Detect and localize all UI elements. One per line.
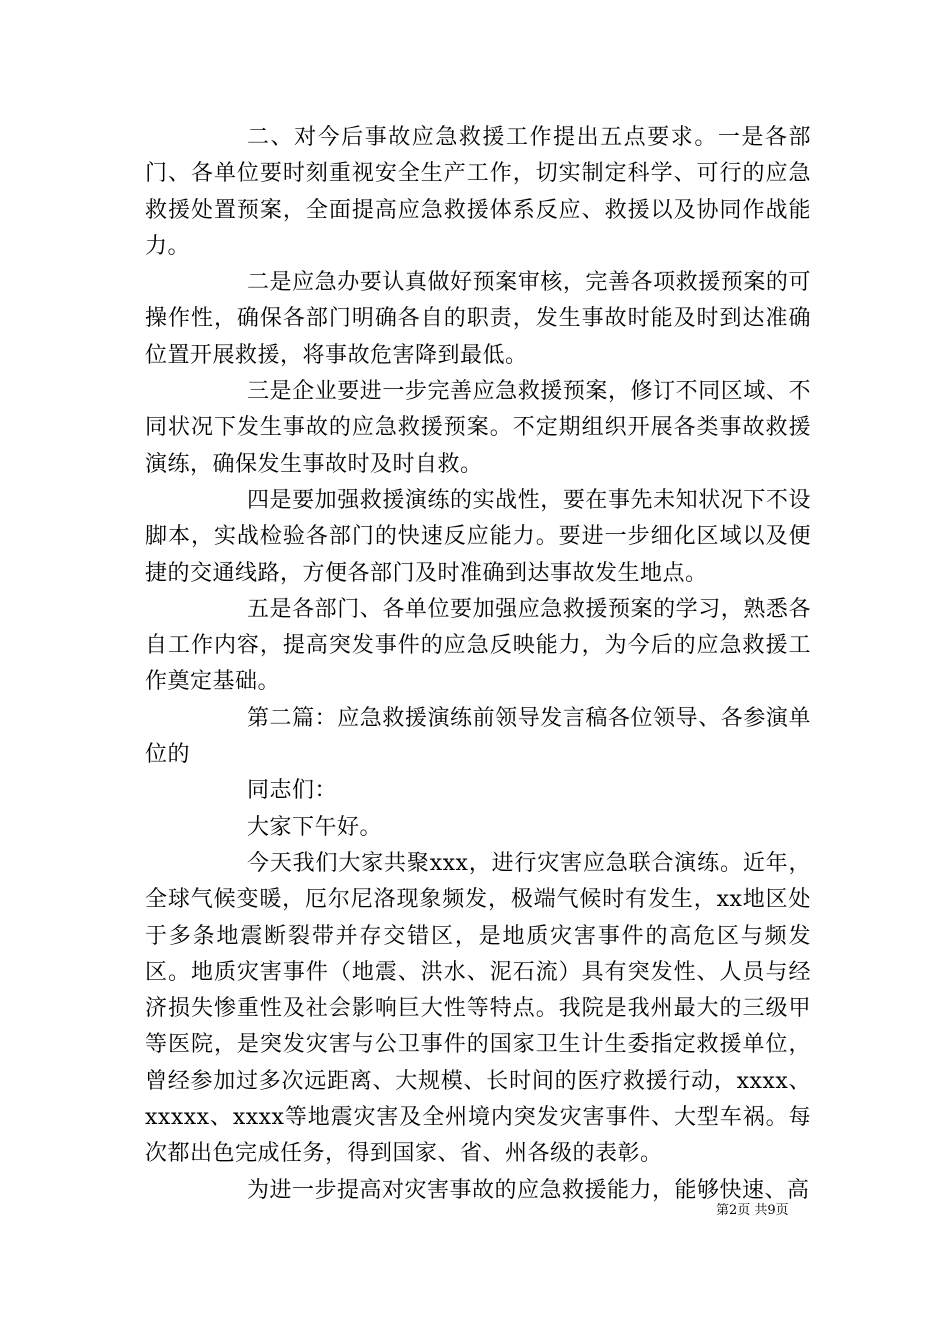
paragraph-five-requirements: 二、对今后事故应急救援工作提出五点要求。一是各部门、各单位要时刻重视安全生产工作，切实制定科学、可行的应急救援处置预案，全面提高应急救援体系反应、救援以及协同作战能力。 — [145, 125, 811, 259]
paragraph-improve-rescue-capability: 为进一步提高对灾害事故的应急救援能力，能够快速、高 — [247, 1177, 810, 1203]
section-heading-second-article: 第二篇：应急救援演练前领导发言稿各位领导、各参演单位的 — [145, 705, 811, 768]
paragraph-disaster-drill-intro: 今天我们大家共聚xxx，进行灾害应急联合演练。近年，全球气候变暖，厄尔尼洛现象频发，极端气候时有发生，xx地区处于多条地震断裂带并存交错区，是地质灾害事件的高危区与频发区。地质灾害事件（地震、洪水、泥石流）具有突发性、人员与经济损失惨重性及社会影响巨大性等特点。我院是我州最大的三级甲等医院，是突发灾害与公卫事件的国家卫生计生委指定救援单位，曾经参加过多次远距离、大规模、长时间的医疗救援行动，xxxx、xxxxx、xxxx等地震灾害及全州境内突发灾害事件、大型车祸。每次都出色完成任务，得到国家、省、州各级的表彰。 — [145, 850, 811, 1167]
paragraph-requirement-five: 五是各部门、各单位要加强应急救援预案的学习，熟悉各自工作内容，提高突发事件的应急反映能力，为今后的应急救援工作奠定基础。 — [145, 596, 811, 695]
paragraph-requirement-two: 二是应急办要认真做好预案审核，完善各项救援预案的可操作性，确保各部门明确各自的职责，发生事故时能及时到达准确位置开展救援，将事故危害降到最低。 — [145, 270, 811, 368]
page-number-footer: 第2页 共9页 — [716, 1203, 789, 1218]
salutation-comrades: 同志们： — [247, 778, 338, 804]
greeting-good-afternoon: 大家下午好。 — [247, 814, 383, 840]
document-body — [145, 120, 811, 1209]
paragraph-requirement-four: 四是要加强救援演练的实战性，要在事先未知状况下不设脚本，实战检验各部门的快速反应能力。要进一步细化区域以及便捷的交通线路，方便各部门及时准确到达事故发生地点。 — [145, 487, 811, 586]
paragraph-requirement-three: 三是企业要进一步完善应急救援预案，修订不同区域、不同状况下发生事故的应急救援预案。不定期组织开展各类事故救援演练，确保发生事故时及时自救。 — [145, 379, 811, 477]
